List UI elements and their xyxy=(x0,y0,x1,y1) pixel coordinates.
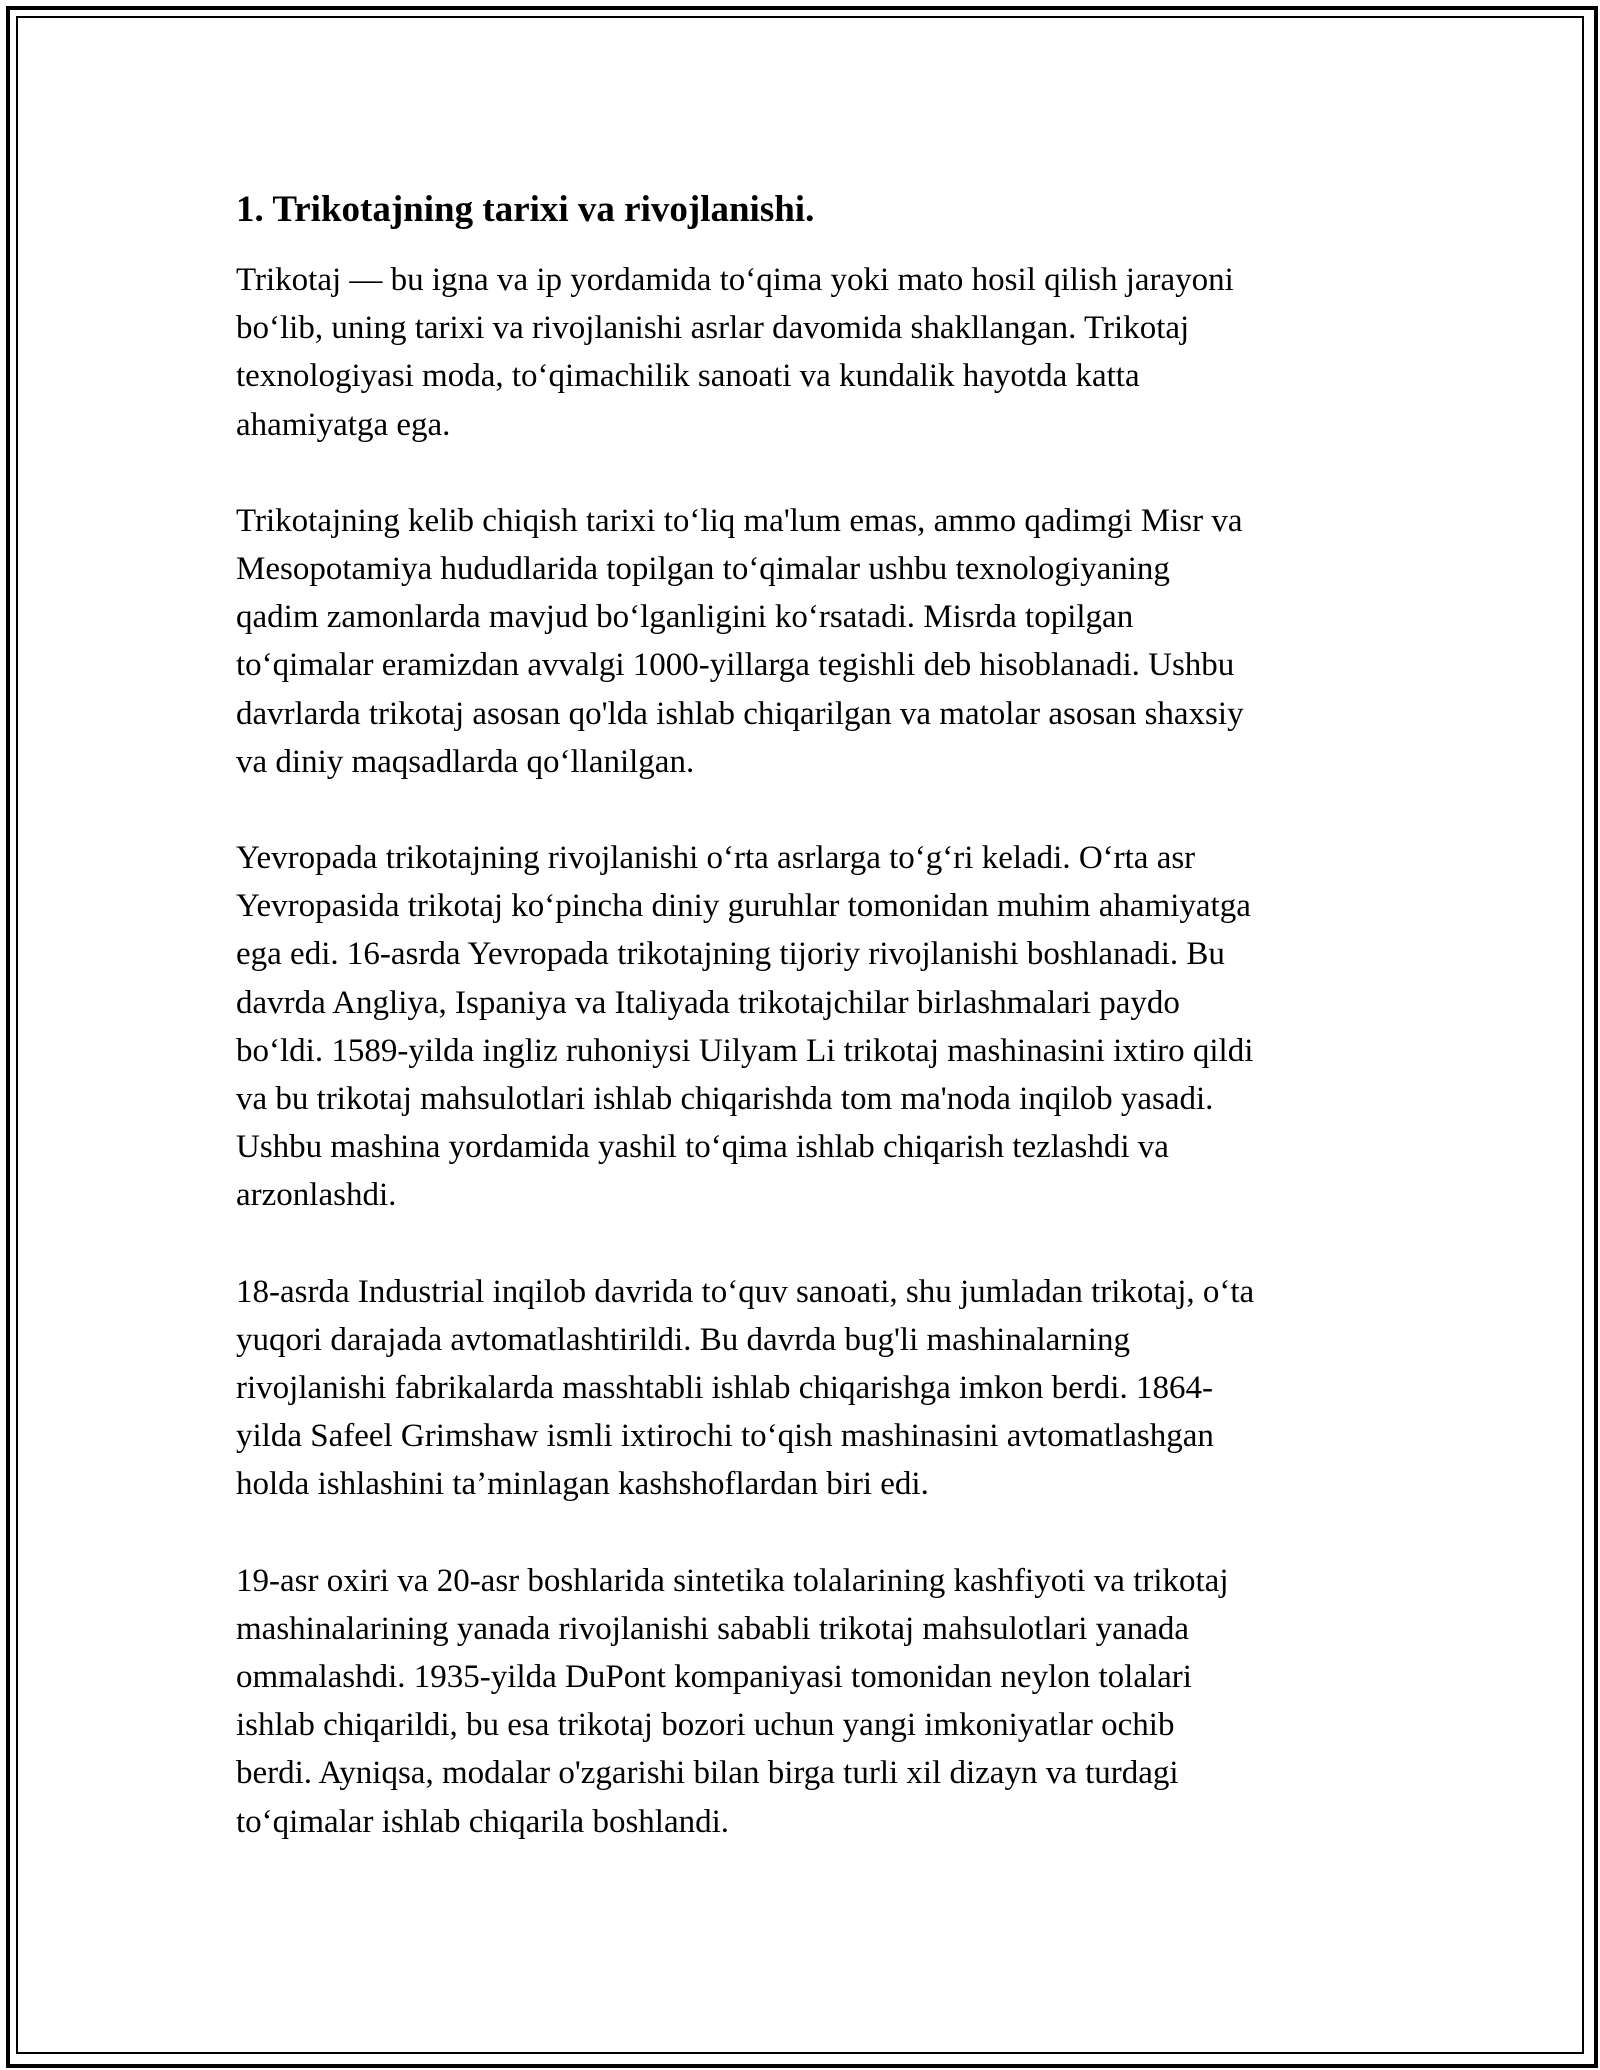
text-line: Mesopotamiya hududlarida topilgan toʻqimalar ushbu texnologiyaning xyxy=(236,551,1170,588)
text-line: rivojlanishi fabrikalarda masshtabli ishlab chiqarishga imkon berdi. 1864- xyxy=(236,1370,1213,1407)
text-line: Trikotaj — bu igna va ip yordamida toʻqima yoki mato hosil qilish jarayoni xyxy=(236,262,1234,298)
paragraph xyxy=(236,497,1386,786)
text-line: va bu trikotaj mahsulotlari ishlab chiqarishda tom ma'noda inqilob yasadi. xyxy=(236,1081,1214,1118)
text-line: Ushbu mashina yordamida yashil toʻqima ishlab chiqarish tezlashdi va xyxy=(236,1129,1169,1166)
text-line: berdi. Ayniqsa, modalar o'zgarishi bilan birga turli xil dizayn va turdagi xyxy=(236,1755,1179,1792)
text-line: va diniy maqsadlarda qoʻllanilgan. xyxy=(236,743,695,780)
paragraph xyxy=(236,256,1386,449)
paragraph xyxy=(236,1268,1386,1509)
text-line: ega edi. 16-asrda Yevropada trikotajning tijoriy rivojlanishi boshlanadi. Bu xyxy=(236,936,1225,973)
text-line: yuqori darajada avtomatlashtirildi. Bu davrda bug'li mashinalarning xyxy=(236,1321,1130,1358)
text-line: texnologiyasi moda, toʻqimachilik sanoati va kundalik hayotda katta xyxy=(236,358,1140,395)
text-line: yilda Safeel Grimshaw ismli ixtirochi toʻqish mashinasini avtomatlashgan xyxy=(236,1418,1214,1455)
text-line: boʻlib, uning tarixi va rivojlanishi asrlar davomida shakllangan. Trikotaj xyxy=(236,310,1190,347)
section-heading: 1. Trikotajning tarixi va rivojlanishi. xyxy=(236,189,815,230)
document-body xyxy=(236,186,1386,1894)
text-line: 19-asr oxiri va 20-asr boshlarida sintetika tolalarining kashfiyoti va trikotaj xyxy=(236,1562,1229,1599)
text-line: boʻldi. 1589-yilda ingliz ruhoniysi Uilyam Li trikotaj mashinasini ixtiro qildi xyxy=(236,1032,1254,1069)
paragraph-list xyxy=(236,256,1386,1846)
text-line: davrlarda trikotaj asosan qo'lda ishlab chiqarilgan va matolar asosan shaxsiy xyxy=(236,695,1244,732)
text-line: toʻqimalar eramizdan avvalgi 1000-yillarga tegishli deb hisoblanadi. Ushbu xyxy=(236,647,1235,684)
text-line: Yevropasida trikotaj koʻpincha diniy guruhlar tomonidan muhim ahamiyatga xyxy=(236,888,1251,925)
text-line: Trikotajning kelib chiqish tarixi toʻliq ma'lum emas, ammo qadimgi Misr va xyxy=(236,502,1243,539)
paragraph xyxy=(236,1557,1386,1846)
text-line: arzonlashdi. xyxy=(236,1177,397,1214)
text-line: holda ishlashini ta’minlagan kashshoflardan biri edi. xyxy=(236,1466,929,1503)
text-line: qadim zamonlarda mavjud boʻlganligini koʻrsatadi. Misrda topilgan xyxy=(236,599,1134,636)
paragraph xyxy=(236,834,1386,1220)
text-line: 18-asrda Industrial inqilob davrida toʻquv sanoati, shu jumladan trikotaj, oʻta xyxy=(236,1273,1255,1310)
text-line: ommalashdi. 1935-yilda DuPont kompaniyasi tomonidan neylon tolalari xyxy=(236,1659,1192,1696)
text-line: ishlab chiqarildi, bu esa trikotaj bozori uchun yangi imkoniyatlar ochib xyxy=(236,1707,1175,1744)
text-line: mashinalarining yanada rivojlanishi sababli trikotaj mahsulotlari yanada xyxy=(236,1610,1190,1647)
text-line: ahamiyatga ega. xyxy=(236,406,451,443)
text-line: davrda Angliya, Ispaniya va Italiyada trikotajchilar birlashmalari paydo xyxy=(236,984,1180,1021)
text-line: toʻqimalar ishlab chiqarila boshlandi. xyxy=(236,1803,730,1840)
text-line: Yevropada trikotajning rivojlanishi oʻrta asrlarga toʻgʻri keladi. Oʻrta asr xyxy=(236,840,1196,877)
